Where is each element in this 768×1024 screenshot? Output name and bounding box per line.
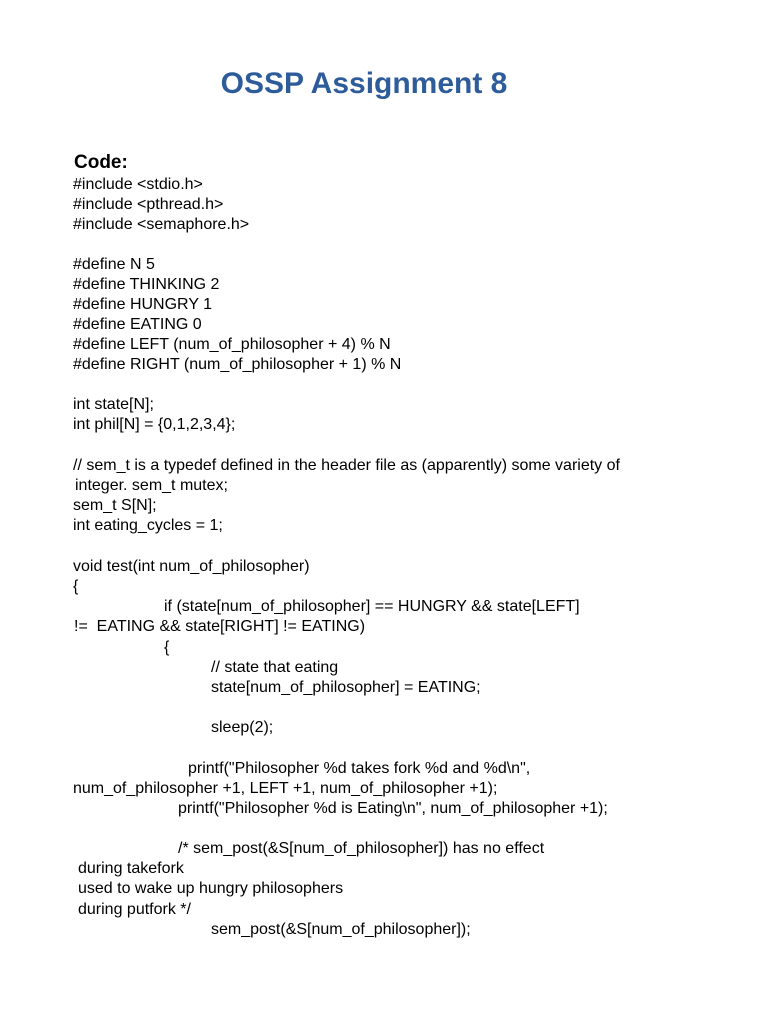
code-line: num_of_philosopher +1, LEFT +1, num_of_philosopher +1); xyxy=(73,780,498,797)
code-line: int state[N]; xyxy=(73,396,154,413)
code-line: during putfork */ xyxy=(78,901,191,918)
code-line: #define THINKING 2 xyxy=(73,276,220,293)
code-line: int phil[N] = {0,1,2,3,4}; xyxy=(73,416,236,433)
code-line: #include <stdio.h> xyxy=(73,176,203,193)
code-line: if (state[num_of_philosopher] == HUNGRY && state[LEFT] xyxy=(164,598,580,615)
code-line: sem_t S[N]; xyxy=(73,497,157,514)
code-line: state[num_of_philosopher] = EATING; xyxy=(211,679,481,696)
code-line: sem_post(&S[num_of_philosopher]); xyxy=(211,921,471,938)
code-line: #define N 5 xyxy=(73,256,155,273)
code-line: // sem_t is a typedef defined in the header file as (apparently) some variety of xyxy=(73,457,620,474)
code-line: sleep(2); xyxy=(211,719,274,736)
code-line: /* sem_post(&S[num_of_philosopher]) has no effect xyxy=(178,840,545,857)
code-line: integer. sem_t mutex; xyxy=(75,477,228,494)
code-line: // state that eating xyxy=(211,659,339,676)
code-line: printf("Philosopher %d takes fork %d and %d\n", xyxy=(188,760,531,777)
document-title: OSSP Assignment 8 xyxy=(220,67,508,100)
code-line: #define LEFT (num_of_philosopher + 4) % N xyxy=(73,336,391,353)
code-line: { xyxy=(164,639,170,656)
code-line: #include <semaphore.h> xyxy=(73,216,250,233)
code-heading: Code: xyxy=(74,152,128,173)
code-line: != EATING && state[RIGHT] != EATING) xyxy=(74,618,366,635)
code-line: during takefork xyxy=(78,860,184,877)
code-line: #include <pthread.h> xyxy=(73,196,224,213)
code-line: used to wake up hungry philosophers xyxy=(78,880,344,897)
code-line: { xyxy=(73,578,79,595)
code-line: #define HUNGRY 1 xyxy=(73,296,213,313)
code-line: #define EATING 0 xyxy=(73,316,202,333)
code-line: int eating_cycles = 1; xyxy=(73,517,223,534)
code-line: void test(int num_of_philosopher) xyxy=(73,558,310,575)
code-line: #define RIGHT (num_of_philosopher + 1) % N xyxy=(73,356,402,373)
code-line: printf("Philosopher %d is Eating\n", num_of_philosopher +1); xyxy=(178,800,608,817)
